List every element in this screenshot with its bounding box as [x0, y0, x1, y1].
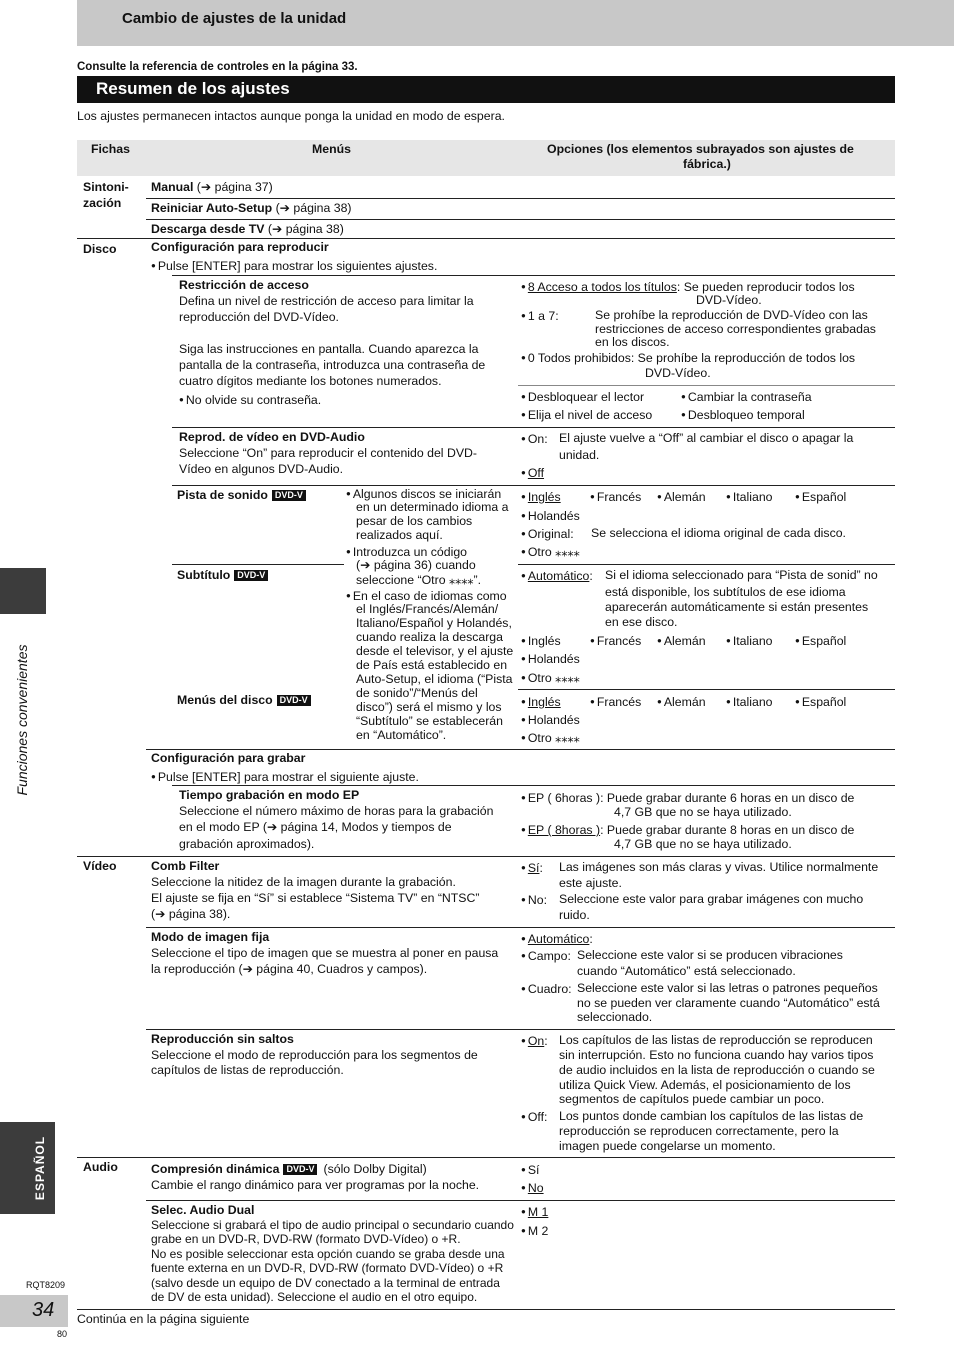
saltos-l2: capítulos de listas de reproducción.: [151, 1063, 344, 1077]
pista-original: ● Original:: [521, 526, 574, 543]
tab-video: Vídeo: [83, 859, 117, 873]
comb-si-l2: este ajuste.: [559, 876, 622, 890]
subtitulo-title: Subtítulo DVD-V: [177, 568, 268, 584]
opt-todos-prohibidos-l2: DVD-Vídeo.: [645, 366, 711, 380]
saltos-on-l1: Los capítulos de las listas de reproducción se reproducen: [559, 1033, 873, 1047]
divider: [146, 198, 895, 199]
small-number: 80: [57, 1329, 68, 1339]
saltos-on-l4: utiliza Quick View. Además, el posicionamiento de los: [559, 1078, 851, 1092]
comp-title: Compresión dinámica DVD-V (sólo Dolby Digital): [151, 1162, 427, 1176]
restriccion-l6: cuatro dígitos mediante los botones numerados.: [179, 374, 442, 388]
tab-sintonizacion: Sintoni-: [83, 180, 129, 194]
divider: [146, 1200, 895, 1201]
reprod-on: ● On:: [521, 431, 548, 448]
pista-original-desc: Se selecciona el idioma original de cada disco.: [591, 526, 846, 540]
comb-si-l1: Las imágenes son más claras y vivas. Utilice normalmente: [559, 860, 879, 874]
divider: [172, 275, 895, 276]
reprod-on-l2: unidad.: [559, 448, 600, 462]
ep8: ● EP ( 8horas ): Puede grabar durante 8 horas en un disco de: [521, 822, 854, 839]
dvd-v-badge: DVD-V: [272, 490, 306, 501]
tab-sintonizacion-l2: zación: [83, 196, 122, 210]
modo-cuadro-l1: Seleccione este valor si las letras o patrones pequeños: [577, 981, 878, 995]
menu-reiniciar: Reiniciar Auto-Setup (➔ página 38): [151, 201, 352, 215]
opt-cambiar: ● Cambiar la contraseña: [681, 389, 812, 406]
col-menus: Menús: [312, 142, 351, 156]
menus-frances: ● Francés: [590, 694, 641, 711]
pista-holandes: ● Holandés: [521, 508, 580, 525]
saltos-off-l3: imagen puede congelarse un momento.: [559, 1139, 776, 1153]
mid-note3-l10: “Subtítulo” se establecerán: [356, 714, 503, 728]
config-grabar-note: ● Pulse [ENTER] para mostrar el siguiente ajuste.: [151, 769, 419, 786]
opt-acceso-todos-l2: DVD-Vídeo.: [696, 293, 762, 307]
dual-l1: Seleccione si grabará el tipo de audio principal o secundario cuando: [151, 1218, 514, 1232]
ep6-l2: 4,7 GB que no se haya utilizado.: [614, 805, 792, 819]
divider: [172, 427, 895, 428]
restriccion-l1: Defina un nivel de restricción de acceso para limitar la: [179, 294, 474, 308]
menus-disco-title: Menús del disco DVD-V: [177, 693, 311, 709]
tab-audio: Audio: [83, 1160, 118, 1174]
comb-no: ● No:: [521, 892, 547, 909]
modo-auto: ● Automático:: [521, 931, 593, 948]
sub-auto-l4: en ese disco.: [605, 615, 678, 629]
pista-italiano: ● Italiano: [726, 489, 773, 506]
sub-italiano: ● Italiano: [726, 633, 773, 650]
saltos-off: ● Off:: [521, 1109, 547, 1126]
model-number: RQT8209: [26, 1280, 66, 1290]
sub-ingles: ● Inglés: [521, 633, 561, 650]
divider: [77, 1157, 895, 1158]
config-grabar: Configuración para grabar: [151, 751, 306, 765]
saltos-title: Reproducción sin saltos: [151, 1032, 294, 1046]
reprod-on-l1: El ajuste vuelve a “Off” al cambiar el disco o apagar la: [559, 431, 854, 445]
mid-note3-l1: ● En el caso de idiomas como: [346, 588, 507, 605]
divider: [172, 564, 344, 565]
modo-campo: ● Campo:: [521, 948, 571, 965]
pista-otro: ● Otro ⁎⁎⁎⁎: [521, 544, 580, 561]
mid-note2-l1: ● Introduzca un código: [346, 544, 467, 561]
divider: [77, 238, 895, 239]
comp-si: ● Sí: [521, 1162, 539, 1179]
saltos-off-l2: reproducción se reproducen correctamente, pero la: [559, 1124, 839, 1138]
intro-text: Los ajustes permanecen intactos aunque ponga la unidad en modo de espera.: [77, 109, 505, 123]
sub-otro: ● Otro ⁎⁎⁎⁎: [521, 670, 580, 687]
opt-todos-prohibidos: ● 0 Todos prohibidos: Se prohíbe la reproducción de todos los: [521, 350, 855, 367]
restriccion-note: ● No olvide su contraseña.: [179, 392, 321, 409]
mid-note3-l7: Auto-Setup, el idioma (“Pista: [356, 672, 513, 686]
modo-l1: Seleccione el tipo de imagen que se muestra al poner en pausa: [151, 946, 499, 960]
dual-m1: ● M 1: [521, 1204, 548, 1221]
menus-aleman: ● Alemán: [657, 694, 706, 711]
tiempo-title: Tiempo grabación en modo EP: [179, 788, 360, 802]
opt-acceso-todos: ● 8 Acceso a todos los títulos: Se pueden reproducir todos los: [521, 279, 855, 296]
saltos-on-l2: sin interrupción. Esto no funciona cuando hay varios tipos: [559, 1048, 874, 1062]
pista-aleman: ● Alemán: [657, 489, 706, 506]
page-title: Resumen de los ajustes: [96, 79, 290, 98]
opt-1a7-l1: Se prohíbe la reproducción de DVD-Vídeo con las: [595, 308, 868, 322]
dvd-v-badge: DVD-V: [283, 1164, 317, 1175]
comb-no-l2: ruido.: [559, 908, 590, 922]
modo-campo-l2: cuando “Automático” está seleccionado.: [577, 964, 796, 978]
dvd-v-badge: DVD-V: [234, 570, 268, 581]
dual-l5: (salvo desde un equipo de DV conectado a la terminal de entrada: [151, 1276, 500, 1290]
reprod-l1: Seleccione “On” para reproducir el contenido del DVD-: [179, 446, 478, 460]
divider: [146, 219, 895, 220]
reference-note: Consulte la referencia de controles en la página 33.: [77, 61, 358, 73]
divider: [172, 485, 895, 486]
saltos-on-l3: de audio incluidos en la lista de reproducción o cuando se: [559, 1063, 875, 1077]
col-opciones: Opciones (los elementos subrayados son ajustes de: [547, 142, 854, 156]
menu-manual: Manual (➔ página 37): [151, 180, 273, 194]
pista-ingles: ● Inglés: [521, 489, 561, 506]
divider: [146, 927, 895, 928]
modo-cuadro-l2: no se pueden ver claramente cuando “Automático” está: [577, 996, 880, 1010]
reprod-off: ● Off: [521, 465, 544, 482]
modo-cuadro-l3: seleccionado.: [577, 1010, 653, 1024]
dual-m2: ● M 2: [521, 1223, 548, 1240]
col-fichas: Fichas: [91, 142, 130, 156]
restriccion-title: Restricción de acceso: [179, 278, 309, 292]
modo-cuadro: ● Cuadro:: [521, 981, 572, 998]
comb-l3: (➔ página 38).: [151, 907, 231, 921]
saltos-l1: Seleccione el modo de reproducción para los segmentos de: [151, 1048, 478, 1062]
tiempo-l1: Seleccione el número máximo de horas para la grabación: [179, 804, 494, 818]
sub-espanol: ● Español: [795, 633, 846, 650]
mid-note1-l2: en un determinado idioma a: [356, 500, 509, 514]
modo-title: Modo de imagen fija: [151, 930, 270, 944]
dual-l2: grabe en un DVD-R, DVD-RW (formato DVD-Vídeo) o +R.: [151, 1232, 461, 1246]
modo-l2: la reproducción (➔ página 40, Cuadros y campos).: [151, 962, 428, 976]
comp-no: ● No: [521, 1180, 544, 1197]
comb-l1: Seleccione la nitidez de la imagen durante la grabación.: [151, 875, 456, 889]
mid-note2-l3: seleccione “Otro ⁎⁎⁎⁎”.: [356, 573, 482, 587]
pista-frances: ● Francés: [590, 489, 641, 506]
section-title: Cambio de ajustes de la unidad: [122, 10, 347, 27]
pista-espanol: ● Español: [795, 489, 846, 506]
divider: [146, 749, 895, 750]
divider: [77, 856, 895, 857]
divider: [518, 564, 895, 565]
mid-note3-l5: desde el televisor, y el ajuste: [356, 644, 514, 658]
menus-ingles: ● Inglés: [521, 694, 561, 711]
comb-si: ● Sí:: [521, 860, 543, 877]
restriccion-l5: pantalla de la contraseña, introduzca una contraseña de: [179, 358, 486, 372]
ep6: ● EP ( 6horas ): Puede grabar durante 6 horas en un disco de: [521, 790, 854, 807]
opt-desbloquear: ● Desbloquear el lector: [521, 389, 644, 406]
mid-note2-l2: (➔ página 36) cuando: [356, 558, 476, 572]
mid-note3-l3: Italiano/Español y Holandés,: [356, 616, 512, 630]
mid-note3-l2: el Inglés/Francés/Alemán/: [356, 602, 499, 616]
restriccion-l4: Siga las instrucciones en pantalla. Cuando aparezca la: [179, 342, 479, 356]
menus-espanol: ● Español: [795, 694, 846, 711]
sub-holandes: ● Holandés: [521, 651, 580, 668]
divider: [518, 689, 895, 690]
saltos-off-l1: Los puntos donde cambian los capítulos de las listas de: [559, 1109, 864, 1123]
saltos-on-l5: segmentos de capítulos puede cambiar un poco.: [559, 1092, 825, 1106]
side-tab-dark: [0, 568, 46, 614]
menus-italiano: ● Italiano: [726, 694, 773, 711]
divider: [518, 385, 895, 386]
menus-otro: ● Otro ⁎⁎⁎⁎: [521, 730, 580, 747]
tiempo-l3: grabación aproximados).: [179, 837, 315, 851]
comb-l2: El ajuste se fija en “Sí” si establece “Sistema TV” en “NTSC”: [151, 891, 480, 905]
dual-title: Selec. Audio Dual: [151, 1203, 255, 1217]
dvd-v-badge: DVD-V: [277, 695, 311, 706]
comb-title: Comb Filter: [151, 859, 220, 873]
pista-title: Pista de sonido DVD-V: [177, 488, 306, 504]
sub-automatico: ● Automático:: [521, 568, 593, 585]
sub-auto-l3: aparecerán automáticamente si están presentes: [605, 600, 869, 614]
tiempo-l2: en el modo EP (➔ página 14, Modos y tiempos de: [179, 820, 452, 834]
sub-aleman: ● Alemán: [657, 633, 706, 650]
mid-note3-l9: disco”) será el mismo y los: [356, 700, 502, 714]
sub-frances: ● Francés: [590, 633, 641, 650]
divider: [146, 1029, 895, 1030]
sub-auto-l1: Si el idioma seleccionado para “Pista de sonid” no: [605, 568, 878, 582]
mid-note3-l8: de sonido”/“Menús del: [356, 686, 478, 700]
opt-desbloqueo: ● Desbloqueo temporal: [681, 407, 805, 424]
divider: [77, 1309, 895, 1310]
opt-elija: ● Elija el nivel de acceso: [521, 407, 652, 424]
dual-l4: fuente externa en un DVD-R, DVD-RW (formato DVD-Vídeo) o +R: [151, 1261, 504, 1275]
mid-note3-l4: cuando realiza la descarga: [356, 630, 503, 644]
config-reproducir: Configuración para reproducir: [151, 240, 329, 254]
mid-note3-l11: en “Automático”.: [356, 728, 447, 742]
comb-no-l1: Seleccione este valor para grabar imágenes con mucho: [559, 892, 864, 906]
menu-descarga: Descarga desde TV (➔ página 38): [151, 222, 344, 236]
config-reproducir-note: ● Pulse [ENTER] para mostrar los siguientes ajustes.: [151, 258, 437, 275]
restriccion-l2: reproducción del DVD-Vídeo.: [179, 310, 339, 324]
opt-1a7-l2: restricciones de acceso correspondientes grabadas: [595, 322, 876, 336]
mid-note3-l6: de País está establecido en: [356, 658, 508, 672]
mid-note1-l3: pesar de los cambios: [356, 514, 473, 528]
menus-holandes: ● Holandés: [521, 712, 580, 729]
dual-l3: No es posible seleccionar esta opción cuando se graba desde una: [151, 1247, 505, 1261]
continua-note: Continúa en la página siguiente: [77, 1312, 250, 1326]
reprod-title: Reprod. de vídeo en DVD-Audio: [179, 430, 365, 444]
sub-auto-l2: está disponible, los subtítulos de ese idioma: [605, 585, 846, 599]
ep8-l2: 4,7 GB que no se haya utilizado.: [614, 837, 792, 851]
mid-note1-l1: ● Algunos discos se iniciarán: [346, 486, 501, 503]
saltos-on: ● On:: [521, 1033, 548, 1050]
modo-campo-l1: Seleccione este valor si se producen vibraciones: [577, 948, 843, 962]
mid-note1-l4: realizados aquí.: [356, 528, 443, 542]
dual-l6: de DV de esta unidad). Seleccione el audio en el otro equipo.: [151, 1290, 478, 1304]
tab-disco: Disco: [83, 242, 117, 256]
col-opciones-l2: fábrica.): [683, 157, 731, 171]
comp-line: Cambie el rango dinámico para ver programas por la noche.: [151, 1178, 480, 1192]
divider: [172, 785, 895, 786]
page-number: 34: [32, 1299, 55, 1321]
opt-1a7: ● 1 a 7:: [521, 308, 559, 325]
reprod-l2: Vídeo en algunos DVD-Audio.: [179, 462, 344, 476]
opt-1a7-l3: en los discos.: [595, 335, 670, 349]
